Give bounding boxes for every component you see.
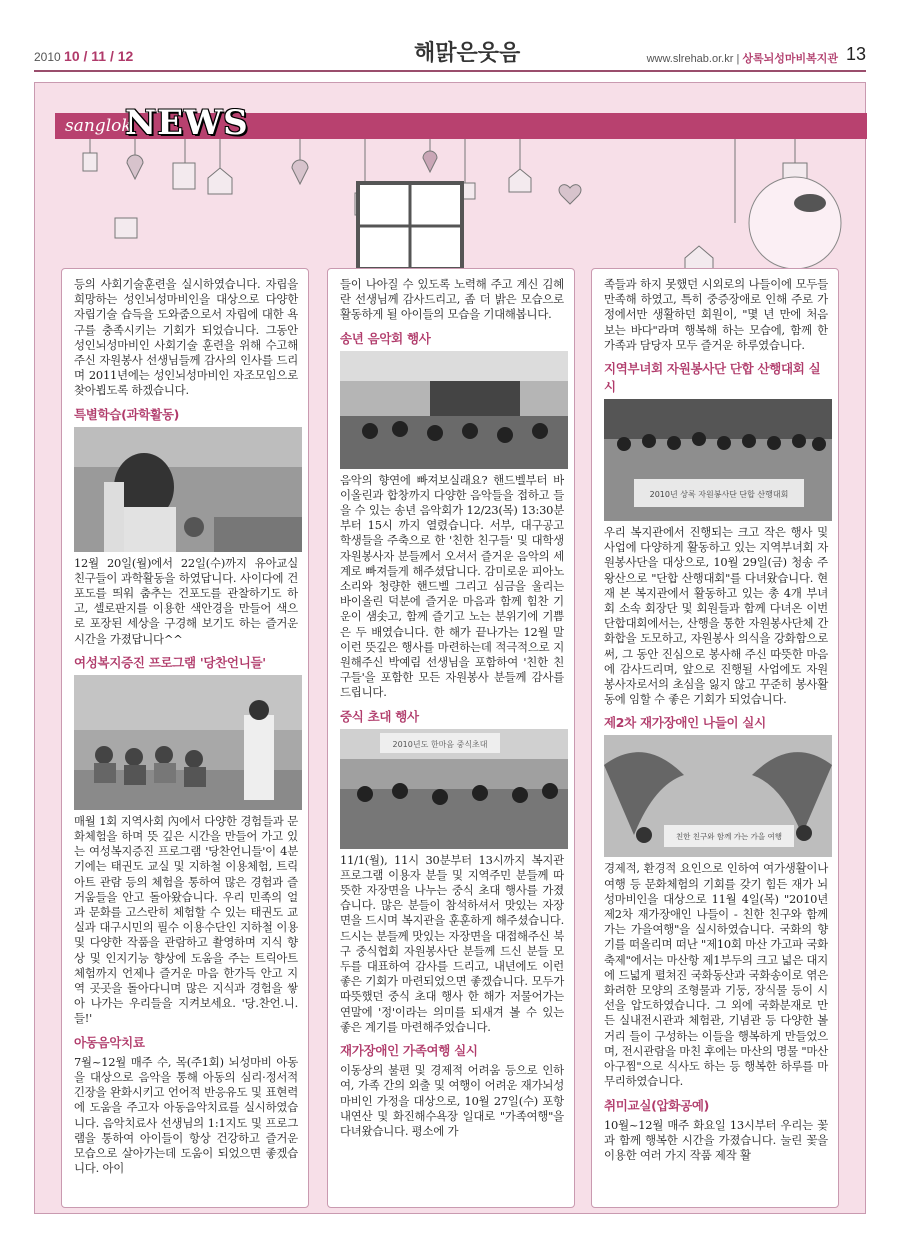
trip-banner-text: 친한 친구와 함께 가는 가을 여행 xyxy=(675,832,783,842)
article-text: 등의 사회기술훈련을 실시하였습니다. 자립을 희망하는 성인뇌성마비인을 대상으로 다양한 자립기술 습득을 도와줌으로서 자립에 대한 욕구를 충족시키는 기회가 되었습니다. 그동안 성인뇌성마비인 사회기술 훈련을 위해 수고해주신 자원봉사 선생님들께 감사의 인사를 드리며 2011년에는 성인뇌성마비인 자조모임으로 찾아뵙도록 하겠습니다. xyxy=(74,277,298,398)
header-separator: | xyxy=(736,53,740,65)
article-text: 족들과 하지 못했던 시외로의 나들이에 모두들 만족해 하였고, 특히 중증장애로 인해 주로 가정에서만 생활하던 회원이, "몇 년 만에 처음 보는 바다"라며 행복해 하는 모습에, 함께 한 가족과 담당자 모두 즐거운 하루였습니다. xyxy=(604,277,828,352)
header-site-info xyxy=(647,50,838,66)
article-text: 11/1(월), 11시 30분부터 13시까지 복지관 프로그램 이용자 분들 및 지역주민 분들께 따뜻한 자장면을 나누는 중식 초대 행사를 가졌습니다. 많은 분들이 참석하셔서 맛있는 자장면을 드시며 복지관을 훈훈하게 해주셨습니다. 드시는 분들께 맛있는 자장면을 대접해주신 북구 중식협회 자원봉사단 분들께 드신 분들 모두를 대표하여 감사를 드리고, 내년에도 이런 좋은 기회가 마련되었으면 좋겠습니다. 모두가 따뜻했던 중식 초대 행사 한 해가 저물어가는 연말에 '정'이라는 의미를 되새겨 볼 수 있는 좋은 계기를 마련해주었습니다. xyxy=(340,852,564,1034)
photo-year-end-concert xyxy=(340,351,568,469)
photo-lunch-event xyxy=(340,729,568,849)
article-heading: 송년 음악회 행사 xyxy=(340,330,431,346)
article-text: 우리 복지관에서 진행되는 크고 작은 행사 및 사업에 다양하게 활동하고 있는 지역부녀회 자원봉사단을 대상으로, 10월 29일(금) 청송 주왕산으로 "단합 산행대회"를 다녀왔습니다. 현재 본 복지관에서 활동하고 있는 총 4개 부녀회 소속 회장단 및 회원들과 함께 다녀온 이번 단합대회에서는, 산행을 통한 자원봉사단체 간 화합을 도모하고, 자원봉사 의식을 강화함으로써, 그 동안 진심으로 봉사해 주신 따뜻한 마음에 감사드리며, 앞으로 진행될 사업에도 자원봉사자로서의 초심을 잃지 않고 꾸준히 봉사활동에 임할 수 좋은 기회가 되었습니다. xyxy=(604,525,828,707)
website-url: www.slrehab.or.kr xyxy=(646,53,734,65)
issue-year: 2010 xyxy=(34,50,61,64)
article-text: 들이 나아질 수 있도록 노력해 주고 계신 김혜란 선생님께 감사드리고, 좀 더 밝은 모습으로 활동하게 될 아이들의 모습을 기대해봅니다. xyxy=(340,277,564,322)
photo-taekwondo-class xyxy=(74,675,302,810)
article-text: 이동상의 불편 및 경제적 어려움 등으로 인하여, 가족 간의 외출 및 여행이 어려운 재가뇌성마비인 가정을 대상으로, 10월 27일(수) 포항 내연산 및 화진해수욕장 일대로 "가족여행"을 다녀왔습니다. 평소에 가 xyxy=(340,1063,564,1138)
article-heading: 재가장애인 가족여행 실시 xyxy=(340,1043,478,1059)
article-text: 매월 1회 지역사회 內에서 다양한 경험들과 문화체험을 하며 뜻 깊은 시간을 만들어 가고 있는 여성복지증진 프로그램 '당찬언니들'이 4분기에는 태권도 교실 및 지하철 이용체험, 트릭아트 관람 등의 체험을 통하여 많은 경험과 즐거움들을 안고 돌아왔습니다. 우리 민족의 얼과 문화를 고스란히 체험할 수 있는 태권도 교실과 대구시민의 필수 이용수단인 지하철 이용 및 다양한 작품을 관람하고 촬영하며 지식 향상 및 인지기능 향상에 도움을 주는 트릭아트 체험까지 언제나 즐거운 마음 한가득 안고 지역 곳곳을 돌아다니며 많은 지식과 경험을 쌓아 나가는 우리들을 지켜보세요. '당.찬언.니.들!' xyxy=(74,813,298,1026)
article-column-1 xyxy=(61,268,309,1208)
article-heading: 여성복지증진 프로그램 '당찬언니들' xyxy=(74,654,266,670)
article-text: 10월~12월 매주 화요일 13시부터 우리는 꽃과 함께 행복한 시간을 가졌습니다. 눌린 꽃을 이용한 여러 가지 작품 제작 활 xyxy=(604,1117,828,1162)
article-text: 7월~12월 매주 수, 목(주1회) 뇌성마비 아동을 대상으로 음악을 통해 아동의 심리·정서적 긴장을 완화시키고 언어적 반응유도 및 표현력에 도움을 주고자 아동음악치료를 실시하였습니다. 음악치료사 선생님의 1:1지도 및 프로그램을 통하여 아이들이 항상 건강하고 즐거운 모습으로 살아가는데 도움이 되었으면 좋겠습니다. 아이 xyxy=(74,1054,298,1176)
page-header xyxy=(34,42,866,72)
article-text: 음악의 향연에 빠져보실래요? 핸드벨부터 바이올린과 합창까지 다양한 음악들을 접하고 들을 수 있는 송년 음악회가 12/23(목) 13:30분부터 15시 까지 열렸습니다. 서부, 대구공고 학생들을 주축으로 한 '친한 친구들' 및 대학생 자원봉사자 분들께서 오셔서 즐거운 음악의 세계로 빠져들게 해주셨답니다. 감미로운 피아노 소리와 청량한 핸드벨 그리고 심금을 울리는 바이올린 덕분에 즐거운 마음과 함께 힘찬 기운이 샘솟고, 함께 즐기고 노는 분위기에 기쁨은 두 배였습니다. 한 해가 끝나가는 12월 말 이런 뜻깊은 행사를 마련하는데 적극적으로 지원해주신 박예림 선생님을 포함하여 '친한 친구들'을 포함한 모든 자원봉사 분들께 감사를 드립니다. xyxy=(340,472,564,700)
article-heading: 제2차 재가장애인 나들이 실시 xyxy=(604,715,766,731)
hiking-banner-text: 2010년 상록 자원봉사단 단합 산행대회 xyxy=(649,490,789,500)
article-column-3 xyxy=(591,268,839,1208)
article-text: 12월 20일(월)에서 22일(수)까지 유아교실 친구들이 과학활동을 하였답니다. 사이다에 건포도를 띄워 춤추는 건포도를 관찰하기도 하고, 셀로판지를 이용한 색안경을 만들어 색으로 포장된 세상을 구경해 보기도 하는 즐거운 시간을 가졌답니다^^ xyxy=(74,555,298,646)
article-text: 경제적, 환경적 요인으로 인하여 여가생활이나 여행 등 문화체험의 기회를 갖기 힘든 재가 뇌성마비인을 대상으로 11월 4일(목) "2010년 제2차 재가장애인 나들이 - 친한 친구와 함께 가는 가을여행"을 실시하였습니다. 국화의 향기를 떠올리며 떠난 "제10회 마산 가고파 국화축제"에서는 마산항 제1부두의 크고 넓은 대지에 드넓게 펼쳐진 국화동산과 국화송이로 엮은 화려한 모양의 조형물과 기둥, 장식물 등이 시선을 압도하였습니다. 그 외에 국화분재로 만든 실내전시관과 체험관, 기념관 등 다양한 볼거리 들이 구성하는 이들을 행복하게 만들었으며, 전시관람을 마친 후에는 마산의 명물 "마산아구찜"으로 식사도 하는 등 행복한 하루를 마무리하였습니다. xyxy=(604,861,828,1089)
issue-months: 10 / 11 / 12 xyxy=(64,48,134,64)
article-column-2 xyxy=(327,268,575,1208)
article-heading: 특별학습(과학활동) xyxy=(74,406,180,422)
news-panel xyxy=(34,82,866,1214)
magazine-logo: 해맑은웃음 xyxy=(414,41,521,66)
page-number: 13 xyxy=(845,44,866,64)
article-heading: 지역부녀회 자원봉사단 단합 산행대회 실시 xyxy=(604,361,821,395)
photo-chrysanthemum-festival xyxy=(604,735,832,857)
org-name: 상록뇌성마비복지관 xyxy=(742,53,838,65)
section-title: NEWS xyxy=(125,103,249,143)
news-banner xyxy=(55,103,867,143)
article-heading: 중식 초대 행사 xyxy=(340,708,419,724)
event-banner-text: 2010년도 한마음 중식초대 xyxy=(392,739,488,749)
article-heading: 취미교실(압화공예) xyxy=(604,1097,710,1113)
photo-hiking-group xyxy=(604,399,832,521)
article-heading: 아동음악치료 xyxy=(74,1034,145,1050)
photo-science-activity xyxy=(74,427,302,552)
section-tag: sanglok xyxy=(65,116,132,136)
issue-date xyxy=(34,48,133,64)
